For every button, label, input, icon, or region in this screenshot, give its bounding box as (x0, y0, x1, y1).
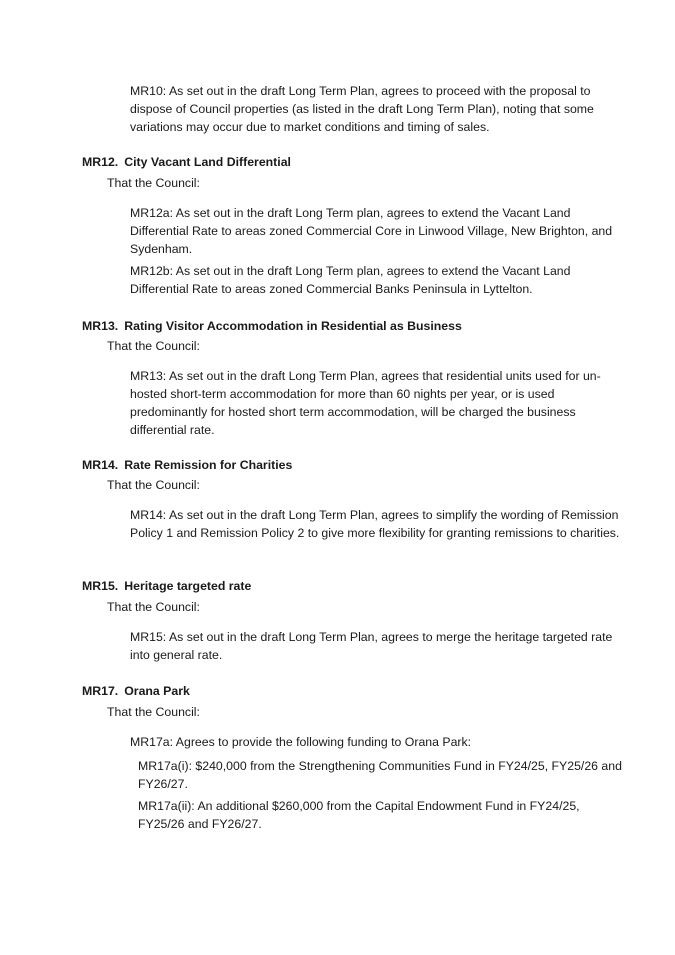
mr12a-paragraph: MR12a: As set out in the draft Long Term plan, agrees to extend the Vacant Land Differential Rate to areas zoned Commercial Core in Linwood Village, New Brighton, and Sydenham. (130, 206, 613, 256)
mr17a-i-paragraph: MR17a(i): $240,000 from the Strengthening Communities Fund in FY24/25, FY25/26 and FY26/27. (138, 759, 622, 791)
section-title: Rate Remission for Charities (124, 458, 293, 472)
mr14-paragraph: MR14: As set out in the draft Long Term Plan, agrees to simplify the wording of Remission Policy 1 and Remission Policy 2 to give more flexibility for granting remissions to charities. (130, 508, 620, 540)
section-title: City Vacant Land Differential (124, 155, 291, 169)
section-number: MR17. (82, 684, 119, 698)
mr10-paragraph: MR10: As set out in the draft Long Term Plan, agrees to proceed with the proposal to dispose of Council properties (as listed in the draft Long Term Plan), noting that some variations may occur due to market conditions and timing of sales. (130, 84, 594, 134)
mr17a-ii-paragraph: MR17a(ii): An additional $260,000 from the Capital Endowment Fund in FY24/25, FY25/26 and FY26/27. (138, 799, 580, 831)
section-intro: That the Council: (107, 478, 200, 492)
section-title: Rating Visitor Accommodation in Residential as Business (124, 319, 462, 333)
section-title: Heritage targeted rate (124, 579, 252, 593)
section-heading-mr15 (82, 577, 251, 595)
section-heading-mr12 (82, 153, 291, 171)
section-title: Orana Park (124, 684, 190, 698)
section-intro: That the Council: (107, 705, 200, 719)
section-number: MR14. (82, 458, 119, 472)
mr13-paragraph: MR13: As set out in the draft Long Term Plan, agrees that residential units used for un-hosted short-term accommodation for more than 60 nights per year, or is used predominantly for hosted short term accommodation, will be charged the business differential rate. (130, 369, 601, 437)
mr15-paragraph: MR15: As set out in the draft Long Term Plan, agrees to merge the heritage targeted rate into general rate. (130, 630, 613, 662)
section-heading-mr13 (82, 317, 462, 335)
section-number: MR15. (82, 579, 119, 593)
section-heading-mr14 (82, 456, 292, 474)
section-intro: That the Council: (107, 176, 200, 190)
section-number: MR12. (82, 155, 119, 169)
mr12b-paragraph: MR12b: As set out in the draft Long Term plan, agrees to extend the Vacant Land Differential Rate to areas zoned Commercial Banks Peninsula in Lyttelton. (130, 264, 571, 296)
section-intro: That the Council: (107, 600, 200, 614)
section-heading-mr17 (82, 682, 190, 700)
section-intro: That the Council: (107, 339, 200, 353)
mr17a-paragraph: MR17a: Agrees to provide the following funding to Orana Park: (130, 735, 472, 749)
section-number: MR13. (82, 319, 119, 333)
